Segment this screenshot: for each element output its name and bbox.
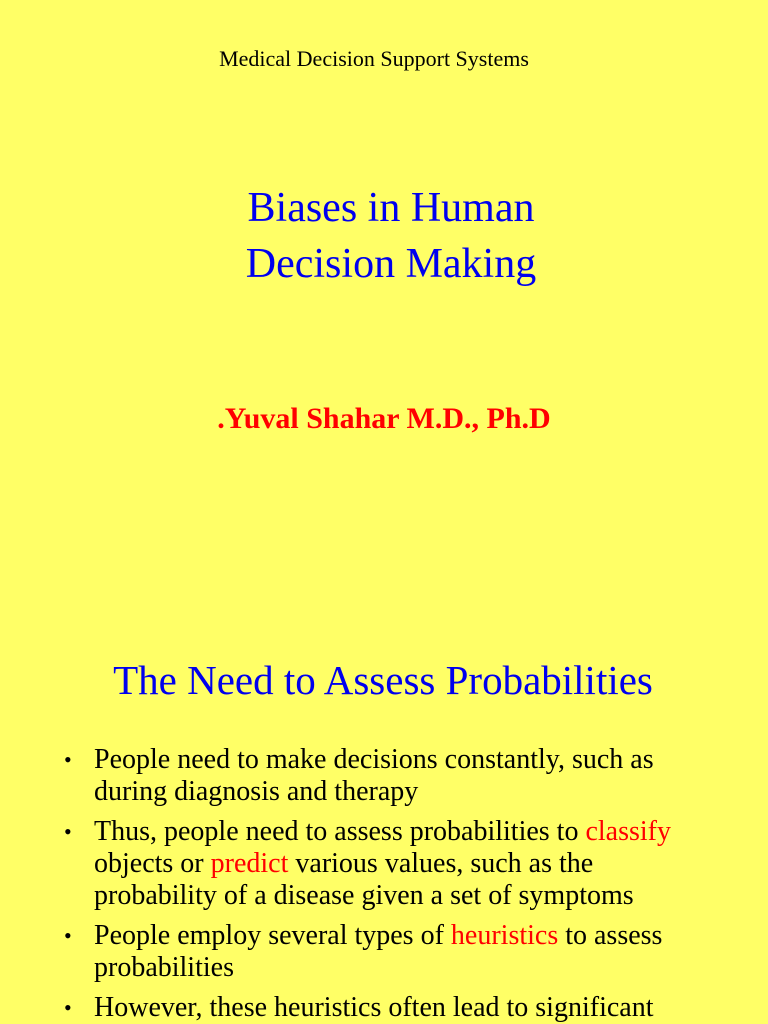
bullet-icon: • <box>64 819 72 844</box>
course-name: Medical Decision Support Systems <box>219 46 529 71</box>
slide-heading: The Need to Assess Probabilities <box>113 657 653 703</box>
presentation-title <box>0 180 768 292</box>
title-line-1: Biases in Human <box>247 185 535 231</box>
bullet-text: Thus, people need to assess probabilities to <box>94 816 586 847</box>
bullet-text: to assess probabilities <box>94 920 663 983</box>
bullet-text: various values, such as the probability of a disease given a set of symptoms <box>94 848 634 911</box>
slide-need-to-assess <box>0 620 768 1024</box>
bullet-list <box>62 744 722 1024</box>
author-name: .Yuval Shahar M.D., Ph.D <box>217 402 551 435</box>
bullet-item <box>62 816 722 912</box>
highlight-classify: classify <box>585 816 671 847</box>
bullet-text: People need to make decisions constantly, such as during diagnosis and therapy <box>94 744 654 807</box>
title-line-2: Decision Making <box>245 241 537 287</box>
bullet-item <box>62 744 722 808</box>
bullet-text: People employ several types of <box>94 920 451 951</box>
bullet-item <box>62 992 722 1024</box>
bullet-item <box>62 920 722 984</box>
bullet-text: However, these heuristics often lead to significant <box>94 992 654 1023</box>
highlight-predict: predict <box>210 848 289 879</box>
bullet-icon: • <box>64 747 72 772</box>
highlight-heuristics: heuristics <box>450 920 559 951</box>
bullet-icon: • <box>64 995 72 1020</box>
bullet-text: objects or <box>94 848 211 879</box>
bullet-icon: • <box>64 923 72 948</box>
